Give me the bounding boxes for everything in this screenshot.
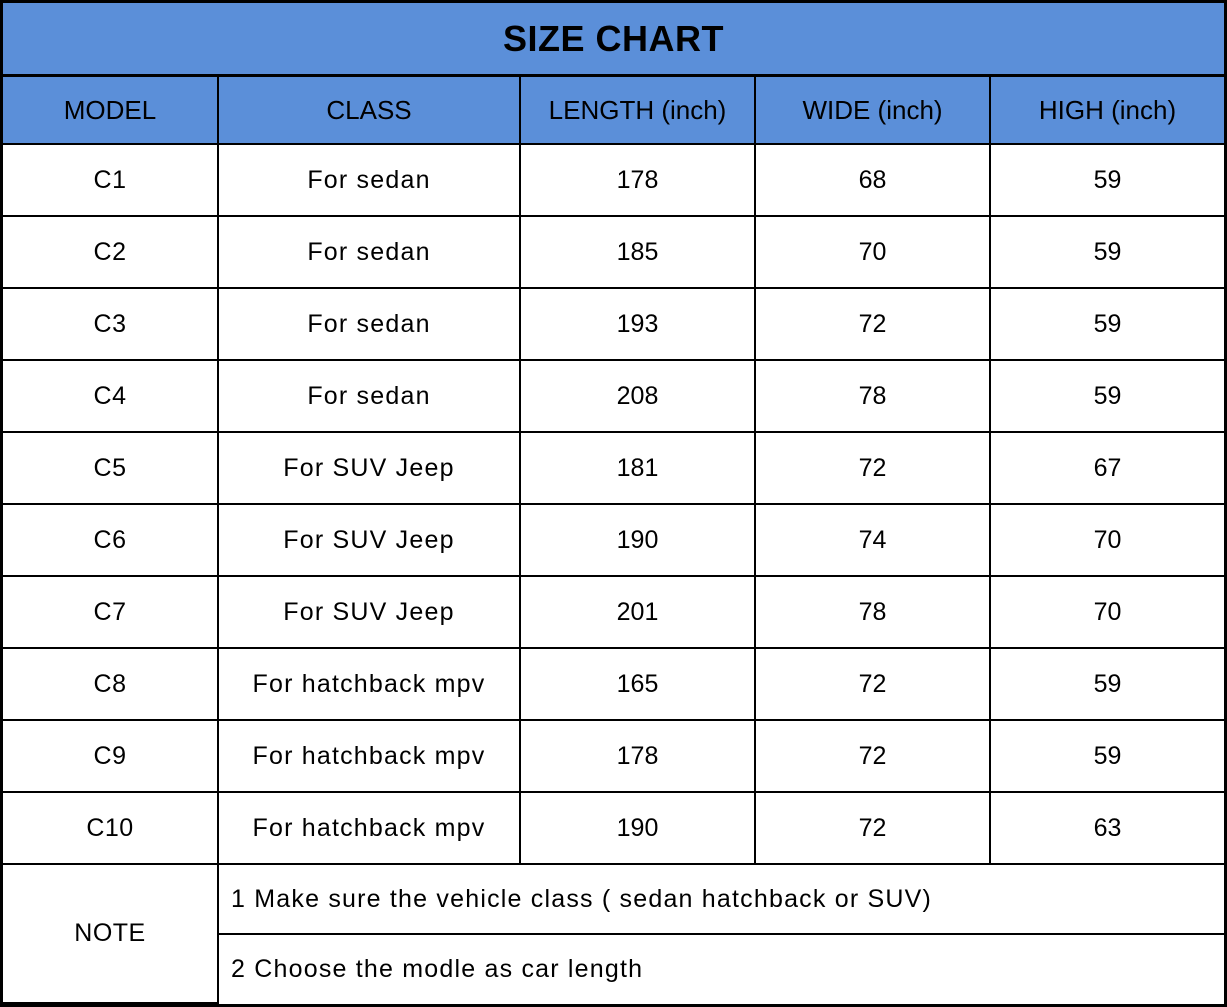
cell-high: 59 (990, 288, 1224, 360)
cell-wide: 72 (755, 288, 990, 360)
table-header-row (3, 77, 1224, 144)
cell-class: For hatchback mpv (218, 648, 520, 720)
table-row (3, 792, 1224, 864)
cell-class: For SUV Jeep (218, 432, 520, 504)
cell-wide: 72 (755, 432, 990, 504)
cell-length: 190 (520, 792, 755, 864)
cell-model: C8 (3, 648, 218, 720)
cell-class: For SUV Jeep (218, 576, 520, 648)
cell-wide: 72 (755, 648, 990, 720)
cell-class: For sedan (218, 360, 520, 432)
table-row (3, 720, 1224, 792)
table-row (3, 288, 1224, 360)
column-header-class: CLASS (218, 77, 520, 144)
cell-high: 70 (990, 576, 1224, 648)
table-row (3, 648, 1224, 720)
note-row-1 (3, 864, 1224, 934)
cell-high: 67 (990, 432, 1224, 504)
cell-length: 178 (520, 720, 755, 792)
cell-high: 70 (990, 504, 1224, 576)
cell-model: C6 (3, 504, 218, 576)
cell-class: For sedan (218, 216, 520, 288)
note-label: NOTE (3, 864, 218, 1003)
cell-length: 165 (520, 648, 755, 720)
cell-class: For sedan (218, 144, 520, 216)
cell-length: 201 (520, 576, 755, 648)
column-header-high: HIGH (inch) (990, 77, 1224, 144)
cell-wide: 72 (755, 720, 990, 792)
cell-wide: 78 (755, 576, 990, 648)
cell-model: C2 (3, 216, 218, 288)
cell-class: For hatchback mpv (218, 792, 520, 864)
cell-high: 59 (990, 216, 1224, 288)
cell-wide: 68 (755, 144, 990, 216)
cell-wide: 78 (755, 360, 990, 432)
cell-class: For hatchback mpv (218, 720, 520, 792)
cell-length: 185 (520, 216, 755, 288)
page-title: SIZE CHART (503, 17, 724, 59)
cell-model: C1 (3, 144, 218, 216)
table-body (3, 144, 1224, 1003)
column-header-model: MODEL (3, 77, 218, 144)
cell-class: For sedan (218, 288, 520, 360)
cell-high: 59 (990, 144, 1224, 216)
table-row (3, 432, 1224, 504)
table-header (3, 77, 1224, 144)
table-row (3, 360, 1224, 432)
table-row (3, 144, 1224, 216)
cell-model: C10 (3, 792, 218, 864)
cell-class: For SUV Jeep (218, 504, 520, 576)
cell-length: 208 (520, 360, 755, 432)
cell-length: 178 (520, 144, 755, 216)
table-row (3, 504, 1224, 576)
cell-model: C7 (3, 576, 218, 648)
size-chart-table (3, 77, 1224, 1004)
cell-high: 59 (990, 720, 1224, 792)
cell-model: C3 (3, 288, 218, 360)
note-line-2: 2 Choose the modle as car length (218, 934, 1224, 1003)
cell-length: 181 (520, 432, 755, 504)
cell-high: 63 (990, 792, 1224, 864)
column-header-length: LENGTH (inch) (520, 77, 755, 144)
table-row (3, 576, 1224, 648)
note-line-1: 1 Make sure the vehicle class ( sedan hatchback or SUV) (218, 864, 1224, 934)
cell-wide: 72 (755, 792, 990, 864)
cell-high: 59 (990, 648, 1224, 720)
cell-model: C4 (3, 360, 218, 432)
cell-length: 193 (520, 288, 755, 360)
chart-title-bar (3, 3, 1224, 77)
cell-wide: 74 (755, 504, 990, 576)
cell-model: C9 (3, 720, 218, 792)
cell-model: C5 (3, 432, 218, 504)
cell-high: 59 (990, 360, 1224, 432)
column-header-wide: WIDE (inch) (755, 77, 990, 144)
cell-wide: 70 (755, 216, 990, 288)
cell-length: 190 (520, 504, 755, 576)
table-row (3, 216, 1224, 288)
